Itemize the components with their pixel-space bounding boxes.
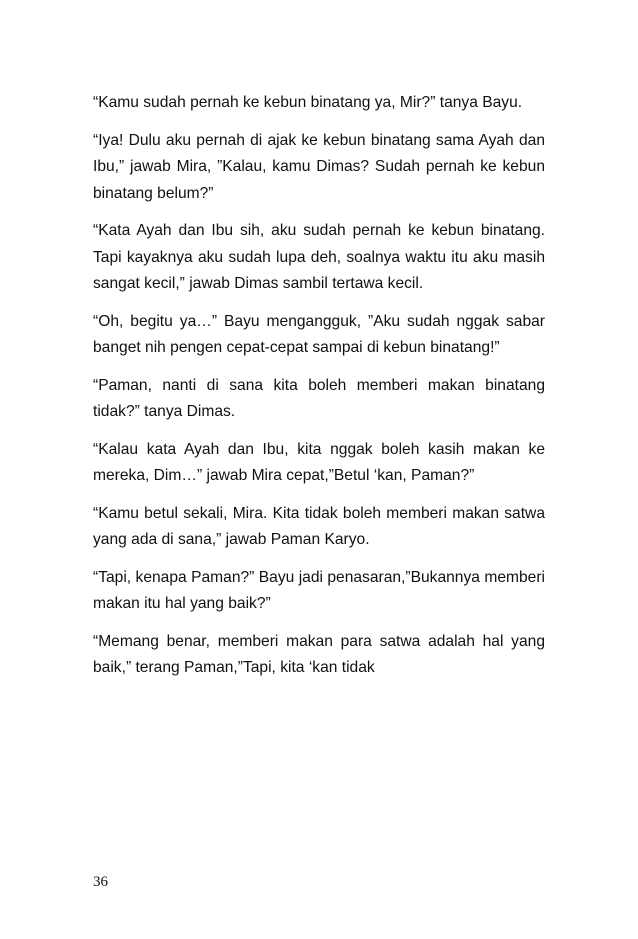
paragraph-5: “Paman, nanti di sana kita boleh memberi makan binatang tidak?” tanya Dimas. <box>93 376 545 420</box>
paragraph-1: “Kamu sudah pernah ke kebun binatang ya, Mir?” tanya Bayu. <box>93 94 523 111</box>
paragraph-9: “Memang benar, memberi makan para satwa adalah hal yang baik,” terang Paman,”Tapi, kita ‘kan tidak <box>93 632 545 676</box>
paragraph-3: “Kata Ayah dan Ibu sih, aku sudah pernah ke kebun binatang. Tapi kayaknya aku sudah lupa deh, soalnya waktu itu aku masih sangat kecil,” jawab Dimas sambil tertawa kecil. <box>93 222 545 292</box>
paragraph-2: “Iya! Dulu aku pernah di ajak ke kebun binatang sama Ayah dan Ibu,” jawab Mira, ”Kalau, kamu Dimas? Sudah pernah ke kebun binatang belum?” <box>93 131 545 202</box>
paragraph-6: “Kalau kata Ayah dan Ibu, kita nggak boleh kasih makan ke mereka, Dim…” jawab Mira cepat,”Betul ‘kan, Paman?” <box>93 440 545 484</box>
paragraph-4: “Oh, begitu ya…” Bayu mengangguk, ”Aku sudah nggak sabar banget nih pengen cepat-cepat sampai di kebun binatang!” <box>93 312 545 356</box>
story-text <box>93 90 545 693</box>
paragraph-8: “Tapi, kenapa Paman?” Bayu jadi penasaran,”Bukannya memberi makan itu hal yang baik?” <box>93 568 545 612</box>
page-number: 36 <box>93 874 108 890</box>
paragraph-7: “Kamu betul sekali, Mira. Kita tidak boleh memberi makan satwa yang ada di sana,” jawab Paman Karyo. <box>93 504 545 548</box>
